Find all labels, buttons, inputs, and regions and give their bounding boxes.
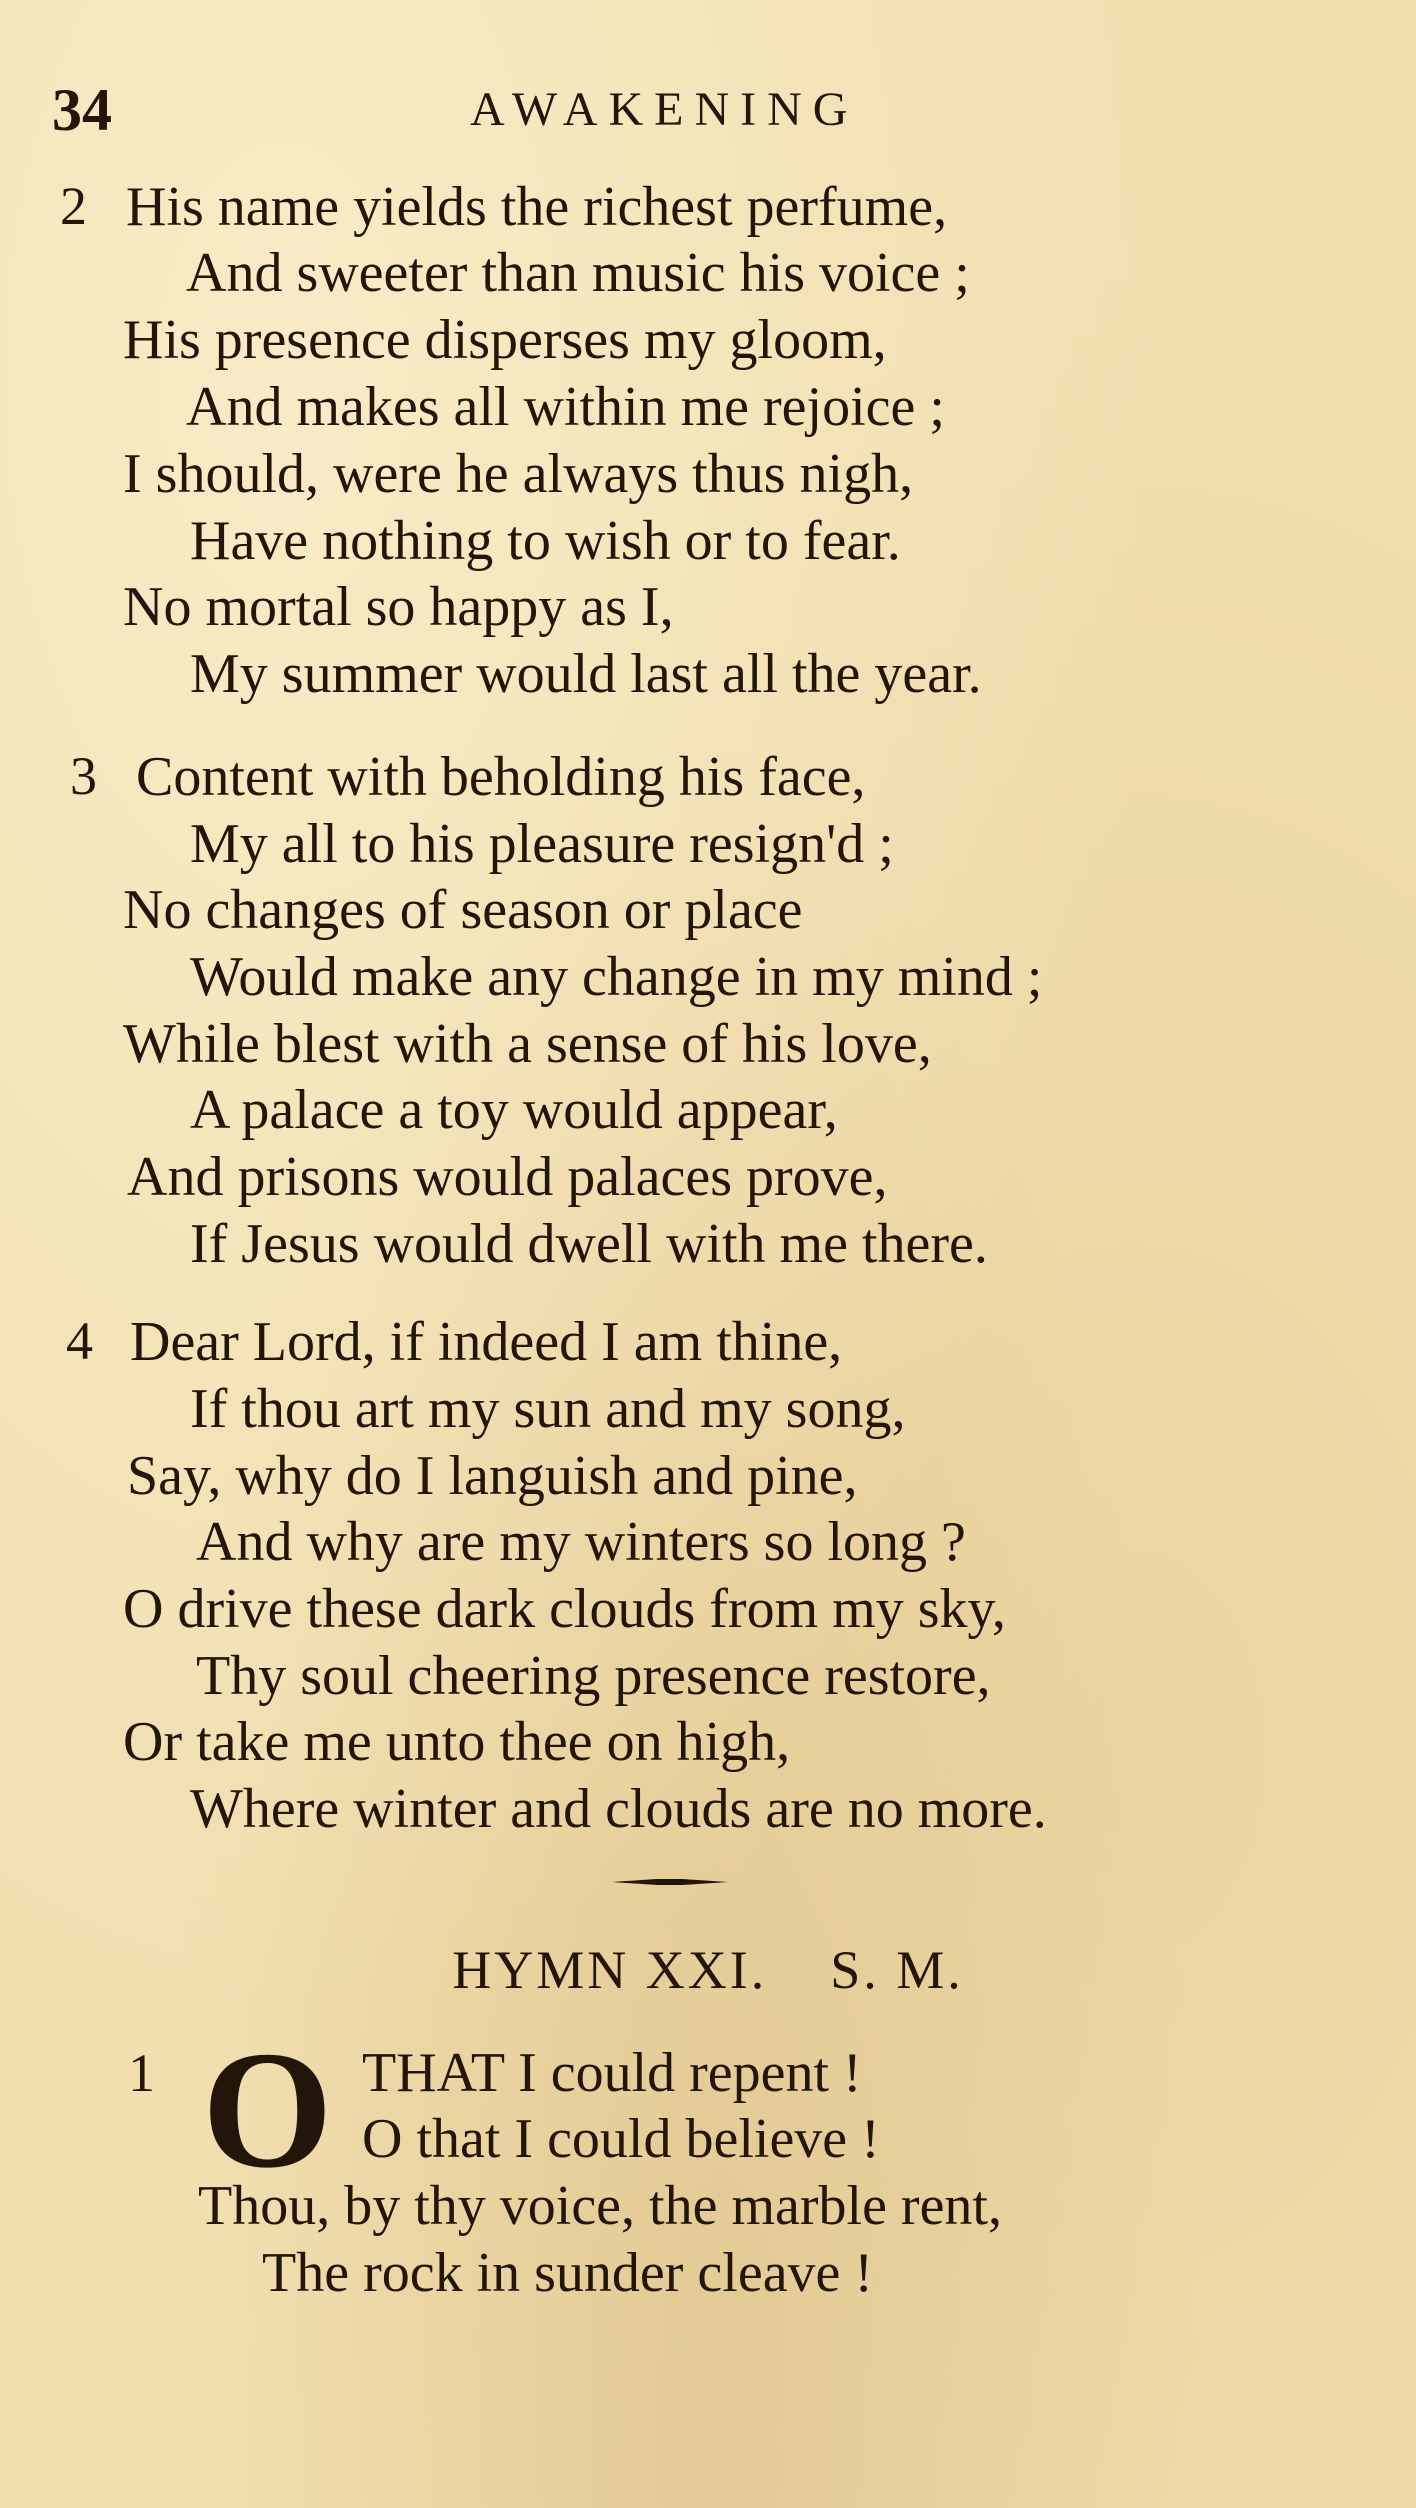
- ornamental-rule: [612, 1877, 728, 1887]
- verse-line: Thou, by thy voice, the marble rent,: [198, 2175, 1002, 2237]
- verse-line: O that I could believe !: [362, 2108, 880, 2170]
- verse-line: The rock in sunder cleave !: [262, 2242, 874, 2304]
- verse-line: Or take me unto thee on high,: [123, 1711, 791, 1773]
- verse-line: No changes of season or place: [123, 879, 803, 941]
- verse-line: Have nothing to wish or to fear.: [190, 510, 901, 572]
- running-head: AWAKENING: [470, 83, 859, 136]
- verse-line: I should, were he always thus nigh,: [123, 443, 914, 505]
- verse-line: My summer would last all the year.: [190, 643, 982, 705]
- verse-line: If Jesus would dwell with me there.: [190, 1213, 988, 1275]
- verse-line: And why are my winters so long ?: [196, 1511, 966, 1573]
- page-header: [52, 70, 1252, 150]
- verse-line: And prisons would palaces prove,: [127, 1146, 888, 1208]
- verse-line: Content with beholding his face,: [136, 746, 866, 808]
- page-number: 34: [52, 77, 112, 143]
- verse-line: A palace a toy would appear,: [190, 1079, 838, 1141]
- stanza-number: 2: [60, 176, 87, 236]
- verse-line: Thy soul cheering presence restore,: [196, 1645, 991, 1707]
- verse-line: Dear Lord, if indeed I am thine,: [130, 1311, 843, 1373]
- verse-line: THAT I could repent !: [362, 2042, 862, 2104]
- verse-line: O drive these dark clouds from my sky,: [123, 1578, 1006, 1640]
- drop-cap: O: [202, 2017, 333, 2203]
- stanza-number: 4: [66, 1311, 93, 1371]
- verse-line: His presence disperses my gloom,: [123, 309, 887, 371]
- hymn-title: HYMN XXI.: [452, 1940, 768, 2000]
- verse-line: My all to his pleasure resign'd ;: [190, 813, 894, 875]
- verse-line: And sweeter than music his voice ;: [186, 242, 970, 304]
- verse-line: His name yields the richest perfume,: [126, 176, 948, 238]
- verse-line: Say, why do I languish and pine,: [127, 1445, 858, 1507]
- hymn-meter: S. M.: [830, 1940, 964, 2000]
- verse-line: Where winter and clouds are no more.: [190, 1778, 1047, 1840]
- stanza-number: 3: [70, 746, 97, 806]
- verse-number: 1: [128, 2043, 155, 2103]
- verse-line: If thou art my sun and my song,: [190, 1378, 906, 1440]
- verse-line: No mortal so happy as I,: [123, 576, 674, 638]
- verse-line: Would make any change in my mind ;: [190, 946, 1043, 1008]
- verse-line: While blest with a sense of his love,: [123, 1013, 932, 1075]
- verse-line: And makes all within me rejoice ;: [186, 376, 945, 438]
- hymn-heading: [0, 1935, 1416, 2005]
